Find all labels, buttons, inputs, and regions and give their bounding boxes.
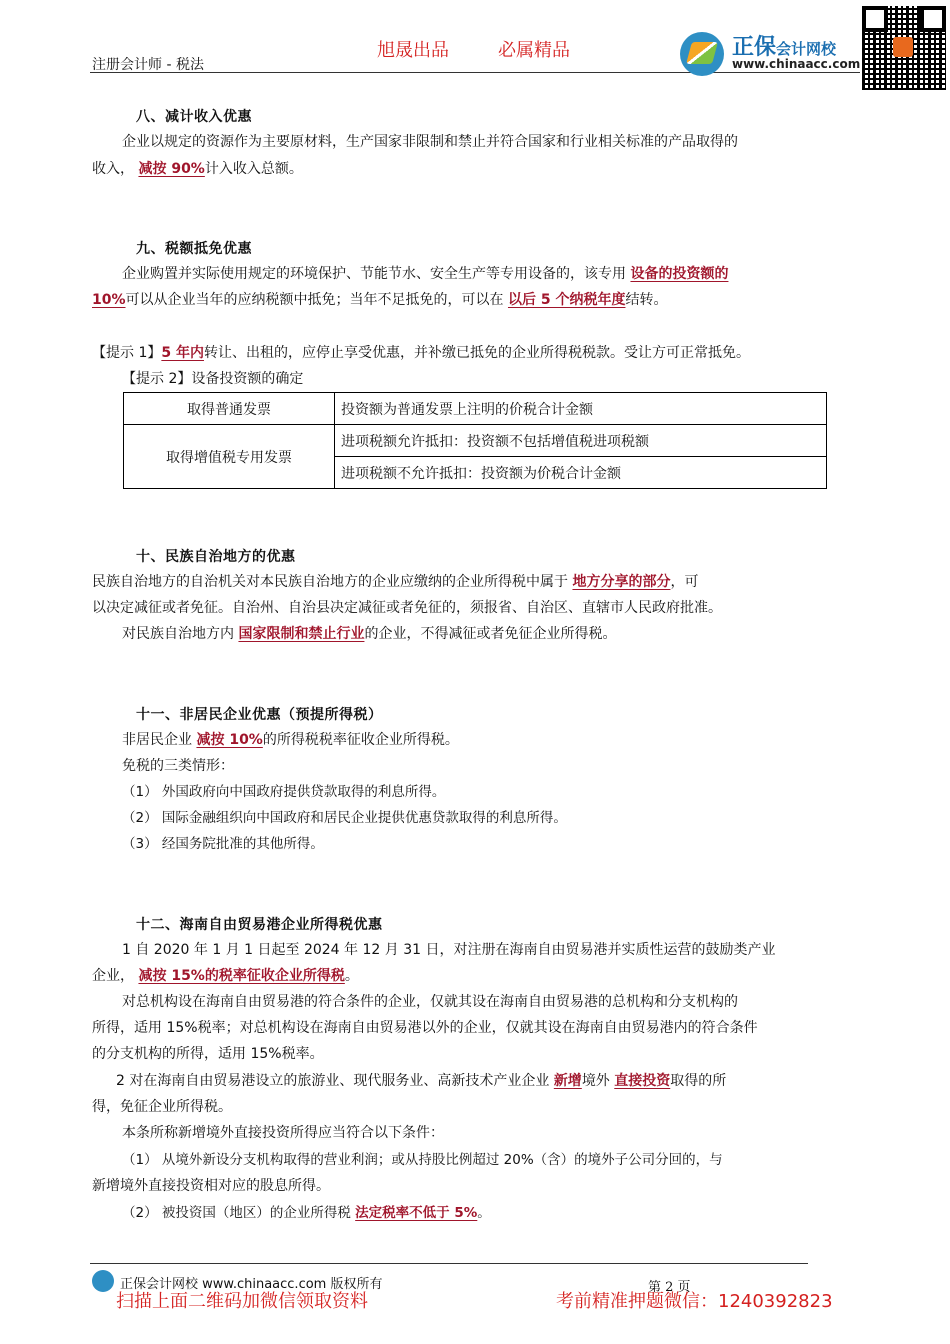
highlight-within-5-years: 5 年内	[161, 345, 204, 361]
list-item: （2） 国际金融组织向中国政府和居民企业提供优惠贷款取得的利息所得。	[122, 810, 567, 826]
sec12-line-1: 1 自 2020 年 1 月 1 日起至 2024 年 12 月 31 日，对注册在海南自由贸易港并实质性运营的鼓励类产业	[122, 942, 776, 958]
footer-copyright: 正保会计网校 www.chinaacc.com 版权所有	[120, 1277, 383, 1292]
logo-mark-icon	[680, 32, 724, 76]
list-item: （2） 被投资国（地区）的企业所得税 法定税率不低于 5%。	[122, 1205, 491, 1221]
table-cell: 取得增值税专用发票	[124, 425, 335, 489]
highlight-equipment-investment: 设备的投资额的	[630, 266, 729, 282]
sec10-line-3: 对民族自治地方内 国家限制和禁止行业的企业，不得减征或者免征企业所得税。	[122, 626, 617, 642]
section-10-title: 十、民族自治地方的优惠	[136, 549, 296, 565]
header-divider	[90, 72, 860, 73]
section-8-title: 八、减计收入优惠	[136, 109, 252, 125]
logo-brand: 正保会计网校	[732, 35, 837, 60]
sec12-line-6: 2 对在海南自由贸易港设立的旅游业、现代服务业、高新技术产业企业 新增境外 直接投资取得的所	[116, 1073, 727, 1089]
sec12-line-8: 本条所称新增境外直接投资所得应当符合以下条件：	[122, 1125, 444, 1141]
highlight-10-percent-rate: 减按 10%	[196, 732, 263, 748]
section-11-title: 十一、非居民企业优惠（预提所得税）	[136, 707, 383, 723]
highlight-direct-investment: 直接投资	[614, 1073, 671, 1089]
highlight-min-5-percent: 法定税率不低于 5%	[355, 1205, 478, 1221]
footer-divider	[90, 1263, 808, 1264]
slogan-right: 必属精品	[498, 40, 570, 61]
document-subject: 注册会计师 - 税法	[92, 57, 204, 73]
section-12-title: 十二、海南自由贸易港企业所得税优惠	[136, 917, 383, 933]
list-item: （1） 外国政府向中国政府提供贷款取得的利息所得。	[122, 784, 446, 800]
investment-amount-table	[123, 392, 827, 489]
logo-url: www.chinaacc.com	[732, 57, 861, 71]
qr-center-logo-icon	[893, 37, 913, 57]
sec12-line-3: 对总机构设在海南自由贸易港的符合条件的企业，仅就其设在海南自由贸易港的总机构和分支机构的	[122, 994, 738, 1010]
sec9-line-1: 企业购置并实际使用规定的环境保护、节能节水、安全生产等专用设备的，该专用 设备的投资额的	[122, 266, 729, 282]
page-number: 第 2 页	[648, 1280, 691, 1295]
sec12-line-4: 所得，适用 15%税率；对总机构设在海南自由贸易港以外的企业，仅就其设在海南自由贸易港内的符合条件	[92, 1020, 758, 1036]
promo-left: 扫描上面二维码加微信领取资料	[116, 1291, 368, 1312]
table-cell: 取得普通发票	[124, 393, 335, 425]
sec12-line-2: 企业， 减按 15%的税率征收企业所得税。	[92, 968, 359, 984]
section-9-title: 九、税额抵免优惠	[136, 241, 252, 257]
sec10-line-1: 民族自治地方的自治机关对本民族自治地方的企业应缴纳的企业所得税中属于 地方分享的部分，可	[92, 574, 699, 590]
sec8-line-2: 收入， 减按 90%计入收入总额。	[92, 161, 303, 177]
highlight-15-percent-rate: 减按 15%的税率征收企业所得税	[138, 968, 345, 984]
slogan-left: 旭晟出品	[377, 40, 449, 61]
highlight-restricted-industry: 国家限制和禁止行业	[238, 626, 365, 642]
highlight-5-years: 以后 5 个纳税年度	[507, 292, 626, 308]
highlight-new: 新增	[553, 1073, 582, 1089]
table-cell: 进项税额不允许抵扣：投资额为价税合计金额	[335, 457, 827, 489]
footer-logo-icon	[92, 1270, 114, 1292]
highlight-10-percent: 10%	[92, 292, 126, 308]
sec12-line-10: 新增境外直接投资相对应的股息所得。	[92, 1178, 330, 1194]
table-row	[124, 425, 827, 457]
sec12-line-7: 得，免征企业所得税。	[92, 1099, 232, 1115]
list-item: （3） 经国务院批准的其他所得。	[122, 836, 324, 852]
sec9-tip-2: 【提示 2】设备投资额的确定	[122, 371, 304, 387]
list-item: （1） 从境外新设分支机构取得的营业利润；或从持股比例超过 20%（含）的境外子公司分回的，与	[122, 1152, 723, 1168]
table-row	[124, 393, 827, 425]
sec11-line-2: 免税的三类情形：	[122, 758, 234, 774]
table-cell: 投资额为普通发票上注明的价税合计金额	[335, 393, 827, 425]
sec10-line-2: 以决定减征或者免征。自治州、自治县决定减征或者免征的，须报省、自治区、直辖市人民政府批准。	[92, 600, 722, 616]
sec9-tip-1: 【提示 1】5 年内转让、出租的，应停止享受优惠，并补缴已抵免的企业所得税税款。受让方可正常抵免。	[92, 345, 750, 361]
sec12-line-5: 的分支机构的所得，适用 15%税率。	[92, 1046, 324, 1062]
promo-right: 考前精准押题微信：1240392823	[556, 1291, 833, 1312]
sec9-line-2: 10%可以从企业当年的应纳税额中抵免；当年不足抵免的，可以在 以后 5 个纳税年度结转。	[92, 292, 668, 308]
sec8-line-1: 企业以规定的资源作为主要原材料，生产国家非限制和禁止并符合国家和行业相关标准的产品取得的	[122, 134, 738, 150]
highlight-local-share: 地方分享的部分	[572, 574, 671, 590]
highlight-90-percent: 减按 90%	[138, 161, 205, 177]
table-cell: 进项税额允许抵扣：投资额不包括增值税进项税额	[335, 425, 827, 457]
sec11-line-1: 非居民企业 减按 10%的所得税税率征收企业所得税。	[122, 732, 459, 748]
